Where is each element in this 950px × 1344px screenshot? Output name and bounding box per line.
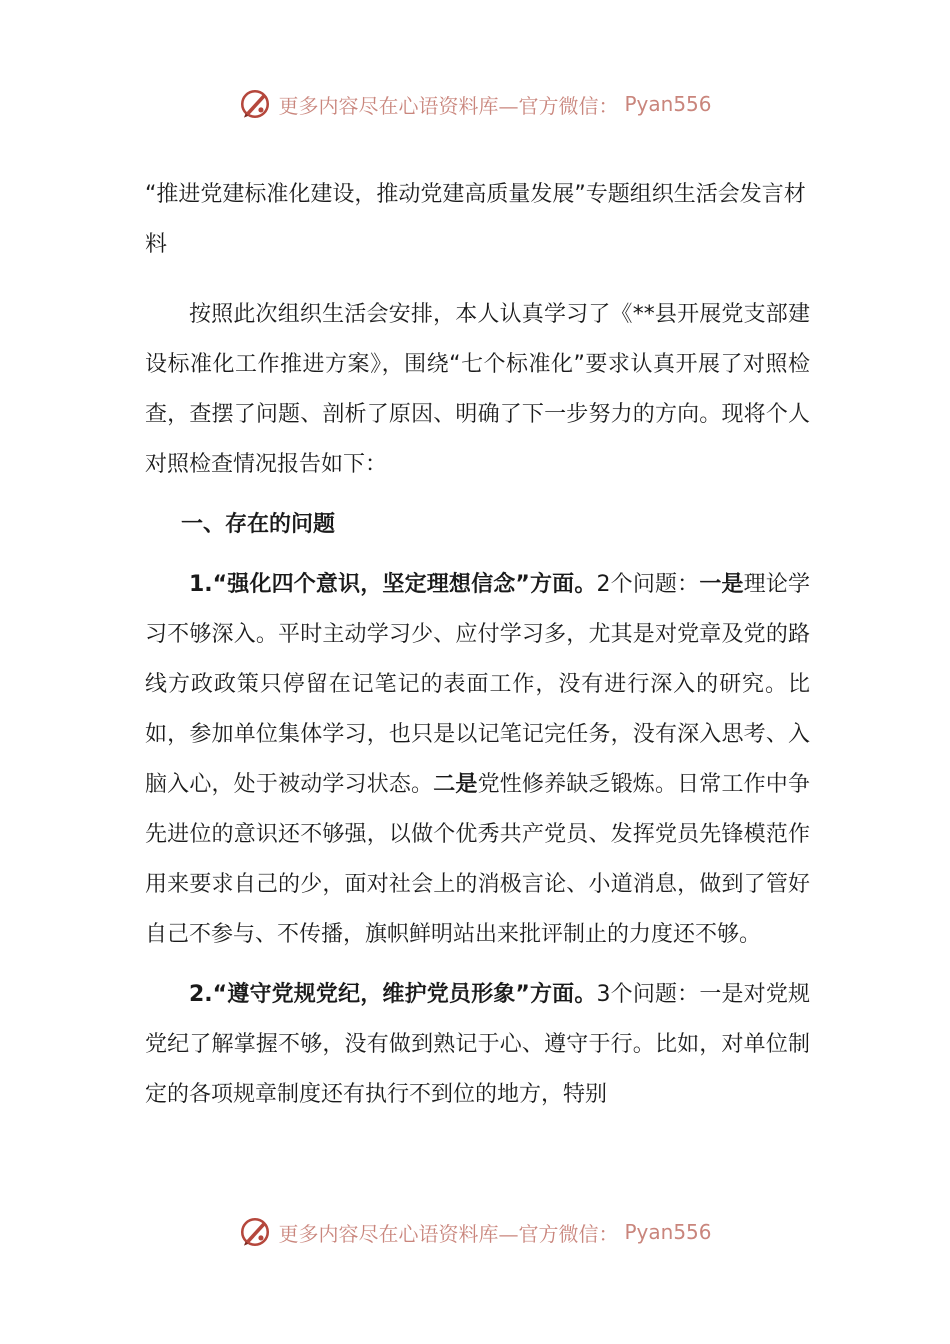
item-1-paragraph: [145, 560, 810, 960]
item-2-count: 3个问题：: [596, 982, 700, 1007]
watermark-wechat-id: Pyan556: [624, 1220, 712, 1244]
watermark-header: [0, 84, 950, 124]
item-2-paragraph: [145, 970, 810, 1120]
item-1-heading: 1.“强化四个意识，坚定理想信念”方面。: [189, 572, 597, 597]
item-1-first-text: 理论学习不够深入。平时主动学习少、应付学习多，尤其是对党章及党的路线方政政策只停留在记笔记的表面工作，没有进行深入的研究。比如，参加单位集体学习，也只是以记笔记完任务，没有深入思考、入脑入心，处于被动学习状态。: [145, 572, 810, 797]
item-2-heading: 2.“遵守党规党纪，维护党员形象”方面。: [189, 982, 597, 1007]
item-1-second-text: 党性修养缺乏锻炼。日常工作中争先进位的意识还不够强，以做个优秀共产党员、发挥党员先锋模范作用来要求自己的少，面对社会上的消极言论、小道消息，做到了管好自己不参与、不传播，旗帜鲜明站出来批评制止的力度还不够。: [145, 772, 810, 947]
section-heading-problems: 一、存在的问题: [181, 512, 336, 537]
item-2-text: 一是对党规党纪了解掌握不够，没有做到熟记于心、遵守于行。比如，对单位制定的各项规章制度还有执行不到位的地方，特别: [145, 982, 810, 1107]
watermark-text: 更多内容尽在心语资料库—官方微信：: [278, 93, 619, 118]
document-title: “推进党建标准化建设，推动党建高质量发展”专题组织生活会发言材料: [145, 182, 806, 257]
intro-paragraph: 按照此次组织生活会安排，本人认真学习了《**县开展党支部建设标准化工作推进方案》，围绕“七个标准化”要求认真开展了对照检查，查摆了问题、剖析了原因、明确了下一步努力的方向。现将个人对照检查情况报告如下：: [145, 302, 810, 477]
watermark-footer: [0, 1212, 950, 1252]
item-1-count: 2个问题：: [596, 572, 700, 597]
item-1-first-label: 一是: [699, 572, 744, 597]
watermark-text: 更多内容尽在心语资料库—官方微信：: [278, 1221, 619, 1246]
pen-circle-logo-icon: [238, 87, 272, 121]
watermark-wechat-id: Pyan556: [624, 92, 712, 116]
item-1-second-label: 二是: [433, 772, 478, 797]
document-body: [145, 170, 810, 1130]
pen-circle-logo-icon: [238, 1215, 272, 1249]
